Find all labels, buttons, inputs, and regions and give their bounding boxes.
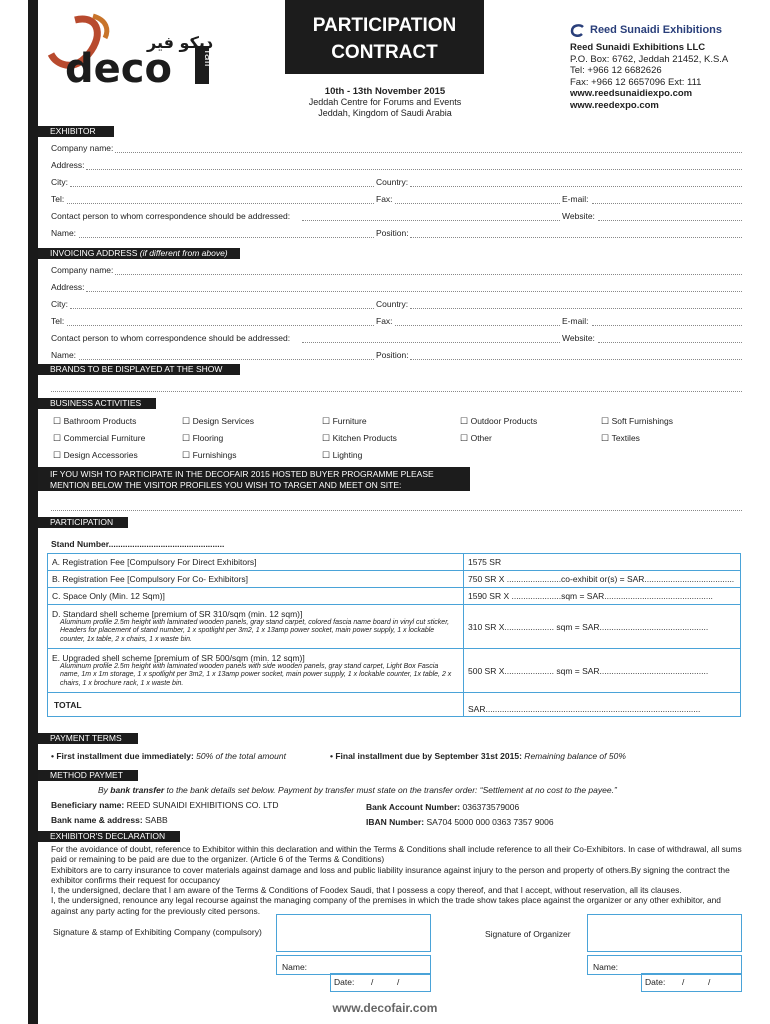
exhibitor-email-field[interactable]: [592, 203, 742, 204]
organizer-date-slashes: / /: [682, 977, 711, 987]
exhibitor-company-label: Company name:: [51, 143, 114, 153]
exhibitor-name-field[interactable]: [79, 237, 374, 238]
row-e-value[interactable]: 500 SR X..................... sqm = SAR..............................................: [464, 649, 741, 693]
decofair-logo: [45, 8, 235, 88]
exhibitor-company-field[interactable]: [115, 152, 742, 153]
row-d-cell: [48, 605, 464, 649]
activities-heading: BUSINESS ACTIVITIES: [38, 398, 156, 409]
final-installment-label: • Final installment due by September 31st 2015:: [330, 751, 522, 761]
invoicing-heading-text: INVOICING ADDRESS: [50, 248, 138, 258]
invoicing-email-label: E-mail:: [562, 316, 589, 326]
invoicing-contact-field[interactable]: [302, 342, 560, 343]
row-e-desc: Aluminum profile 2.5m height with laminated wooden panels with side wooden panels, gray stand carpet, Light Box Fascia name, 1m x 1m storage, 1 x spotlight per 3m2, 1 x 13amp power socket, main power supply, 1 x lockable counter, 1x table, 2 x chairs, 1 x brochure rack, 1 x waste bin.: [60, 662, 452, 687]
organizer-name-box[interactable]: [587, 955, 742, 975]
brands-field[interactable]: [51, 391, 742, 392]
exhibitor-address-label: Address:: [51, 160, 85, 170]
first-installment-label: • First installment due immediately:: [51, 751, 194, 761]
event-info: [300, 86, 470, 119]
hosted-buyer-line2: MENTION BELOW THE VISITOR PROFILES YOU WISH TO TARGET AND MEET ON SITE:: [50, 480, 402, 490]
invoicing-address-label: Address:: [51, 282, 85, 292]
row-d-desc: Aluminum profile 2.5m height with laminated wooden panels, gray stand carpet, colored fascia name board in vinyl cut sticker, Headers for placement of stand number, 1 x spotlight per 3m2, 1 x 13amp power socket, main power supply, 1 x lockable counter, 1x table, 2 x chairs, 1 x waste bin.: [60, 618, 450, 643]
declaration-p2: Exhibitors are to carry insurance to cover materials against damage and loss and public liability insurance against injury to the person and property of others.By signing the contract the exhibitor confirms their request for occupancy: [51, 864, 730, 885]
first-installment-text: 50% of the total amount: [193, 751, 286, 761]
exhibitor-position-field[interactable]: [410, 237, 742, 238]
checkbox-bathroom-products[interactable]: ☐ Bathroom Products: [53, 416, 136, 427]
bank-name-value: SABB: [142, 815, 168, 825]
method-note-post: to the bank details set below. Payment by transfer must state on the transfer order: “Settlement at no cost to the payee.”: [164, 785, 617, 795]
checkbox-furniture[interactable]: ☐ Furniture: [322, 416, 367, 427]
payment-heading: PAYMENT TERMS: [38, 733, 138, 744]
invoicing-country-field[interactable]: [410, 308, 742, 309]
total-label: TOTAL: [48, 693, 464, 717]
row-e-cell: [48, 649, 464, 693]
final-installment-text: Remaining balance of 50%: [521, 751, 626, 761]
organizer-sign-name-label: Name:: [593, 962, 619, 972]
exhibitor-contact-field[interactable]: [302, 220, 560, 221]
checkbox-soft-furnishings[interactable]: ☐ Soft Furnishings: [601, 416, 673, 427]
invoicing-position-field[interactable]: [410, 359, 742, 360]
exhibitor-name-box[interactable]: [276, 955, 431, 975]
iban-label: IBAN Number:: [366, 817, 425, 827]
organizer-brand: [570, 24, 770, 38]
organizer-web2[interactable]: www.reedexpo.com: [570, 99, 659, 111]
invoicing-contact-label: Contact person to whom correspondence should be addressed:: [51, 333, 291, 343]
invoicing-company-field[interactable]: [115, 274, 742, 275]
event-city: Jeddah, Kingdom of Saudi Arabia: [318, 108, 452, 118]
title-line1: PARTICIPATION: [312, 15, 457, 36]
hosted-buyer-heading: [38, 467, 470, 491]
exhibitor-email-label: E-mail:: [562, 194, 589, 204]
organizer-brand-text: Reed Sunaidi Exhibitions: [590, 24, 723, 37]
invoicing-company-label: Company name:: [51, 265, 114, 275]
hosted-buyer-field[interactable]: [51, 510, 742, 511]
invoicing-fax-label: Fax:: [376, 316, 393, 326]
organizer-date-label: Date:: [645, 977, 666, 987]
declaration-heading: EXHIBITOR'S DECLARATION: [38, 831, 180, 842]
exhibitor-date-box[interactable]: [330, 973, 431, 992]
final-installment: [330, 751, 626, 761]
bank-account: [366, 802, 519, 812]
exhibitor-website-field[interactable]: [598, 220, 742, 221]
total-value[interactable]: SAR...........................................................................................: [464, 693, 741, 717]
checkbox-other[interactable]: ☐ Other: [460, 433, 492, 444]
exhibitor-tel-field[interactable]: [67, 203, 374, 204]
declaration-p4: I, the undersigned, renounce any legal recourse against the managing company of the premises in which the trade show takes place against the organizer or any other exhibitor, and against any party acting for the previously cited persons.: [51, 895, 721, 916]
exhibitor-heading: EXHIBITOR: [38, 126, 114, 137]
row-c-label: C. Space Only (Min. 12 Sqm)]: [48, 588, 464, 605]
invoicing-city-label: City:: [51, 299, 68, 309]
organizer-address: P.O. Box: 6762, Jeddah 21452, K.S.A: [570, 53, 729, 65]
event-venue: Jeddah Centre for Forums and Events: [308, 97, 462, 107]
exhibitor-signature-label: Signature & stamp of Exhibiting Company (compulsory): [53, 927, 262, 937]
first-installment: [51, 751, 286, 761]
invoicing-website-field[interactable]: [598, 342, 742, 343]
row-a-label: A. Registration Fee [Compulsory For Direct Exhibitors]: [48, 554, 464, 571]
organizer-signature-label: Signature of Organizer: [485, 929, 571, 939]
invoicing-position-label: Position:: [376, 350, 409, 360]
organizer-web1[interactable]: www.reedsunaidiexpo.com: [570, 88, 693, 99]
checkbox-textiles[interactable]: ☐ Textiles: [601, 433, 640, 444]
organizer-info: [570, 24, 770, 111]
invoicing-heading-note: (if different from above): [139, 248, 228, 258]
declaration-p1: For the avoidance of doubt, reference to Exhibitor within this declaration and within the Terms & Conditions shall include reference to all their Co-Exhibitors. In case of withdrawal, all sums paid or remaining to be paid are due to the organizer. (Article 6 of the Terms & Conditions): [51, 844, 742, 865]
checkbox-furnishings[interactable]: ☐ Furnishings: [182, 450, 237, 461]
row-e-label: E. Upgraded shell scheme [premium of SR 500/sqm (min. 12 sqm)]: [52, 652, 305, 663]
row-b-value[interactable]: 750 SR X .......................co-exhibit or(s) = SAR......................................: [464, 571, 741, 588]
invoicing-city-field[interactable]: [70, 308, 374, 309]
contract-title: [285, 0, 484, 74]
checkbox-design-accessories[interactable]: ☐ Design Accessories: [53, 450, 138, 461]
organizer-tel: Tel: +966 12 6682626: [570, 65, 662, 76]
method-note-bold: bank transfer: [110, 785, 165, 795]
svg-text:ديكو فير: ديكو فير: [147, 33, 214, 52]
invoicing-website-label: Website:: [562, 333, 595, 343]
checkbox-outdoor-products[interactable]: ☐ Outdoor Products: [460, 416, 537, 427]
title-line2: CONTRACT: [331, 42, 438, 63]
bank-account-value: 036373579006: [460, 802, 520, 812]
invoicing-heading: [38, 248, 240, 259]
exhibitor-country-label: Country:: [376, 177, 409, 187]
invoicing-fax-field[interactable]: [395, 325, 560, 326]
bank-account-label: Bank Account Number:: [366, 802, 461, 812]
declaration-text: [51, 844, 746, 916]
exhibitor-contact-label: Contact person to whom correspondence should be addressed:: [51, 211, 291, 221]
exhibitor-website-label: Website:: [562, 211, 595, 221]
row-d-label: D. Standard shell scheme [premium of SR 310/sqm (min. 12 sqm)]: [52, 608, 303, 619]
exhibitor-city-label: City:: [51, 177, 68, 187]
brands-heading: BRANDS TO BE DISPLAYED AT THE SHOW: [38, 364, 240, 375]
invoicing-tel-label: Tel:: [51, 316, 65, 326]
organizer-fax: Fax: +966 12 6657096 Ext: 111: [570, 76, 702, 88]
invoicing-country-label: Country:: [376, 299, 409, 309]
exhibitor-country-field[interactable]: [410, 186, 742, 187]
iban-value: SA704 5000 000 0363 7357 9006: [424, 817, 554, 827]
exhibitor-tel-label: Tel:: [51, 194, 65, 204]
table-row: [48, 693, 741, 717]
table-row: [48, 588, 741, 605]
invoicing-tel-field[interactable]: [67, 325, 374, 326]
exhibitor-name-label: Name:: [51, 228, 77, 238]
checkbox-kitchen-products[interactable]: ☐ Kitchen Products: [322, 433, 397, 444]
invoicing-name-field[interactable]: [79, 359, 374, 360]
row-c-value[interactable]: 1590 SR X .....................sqm = SAR..............................................: [464, 588, 741, 605]
organizer-signature-box[interactable]: [587, 914, 742, 952]
participation-table: [47, 553, 741, 717]
exhibitor-position-label: Position:: [376, 228, 409, 238]
exhibitor-fax-label: Fax:: [376, 194, 393, 204]
method-note: [98, 785, 617, 795]
checkbox-design-services[interactable]: ☐ Design Services: [182, 416, 254, 427]
invoicing-address-field[interactable]: [86, 291, 742, 292]
footer-url[interactable]: www.decofair.com: [332, 1001, 438, 1015]
exhibitor-signature-box[interactable]: [276, 914, 431, 952]
bank-name-label: Bank name & address:: [51, 815, 143, 825]
table-row: [48, 605, 741, 649]
table-row: [48, 649, 741, 693]
exhibitor-address-field[interactable]: [86, 169, 742, 170]
beneficiary-label: Beneficiary name:: [51, 800, 125, 810]
hosted-buyer-line1: IF YOU WISH TO PARTICIPATE IN THE DECOFAIR 2015 HOSTED BUYER PROGRAMME PLEASE: [50, 469, 434, 479]
invoicing-email-field[interactable]: [592, 325, 742, 326]
row-b-label: B. Registration Fee [Compulsory For Co- Exhibitors]: [48, 571, 464, 588]
row-a-value[interactable]: 1575 SR: [464, 554, 741, 571]
event-dates: 10th - 13th November 2015: [324, 86, 446, 97]
method-heading: METHOD PAYMET: [38, 770, 138, 781]
organizer-date-box[interactable]: [641, 973, 742, 992]
beneficiary: [51, 800, 279, 810]
svg-text:deco: deco: [65, 46, 172, 88]
organizer-name: Reed Sunaidi Exhibitions LLC: [570, 42, 706, 53]
invoicing-name-label: Name:: [51, 350, 77, 360]
row-d-value[interactable]: 310 SR X..................... sqm = SAR..............................................: [464, 605, 741, 649]
exhibitor-date-slashes: / /: [371, 977, 400, 987]
stand-number-label[interactable]: Stand Number.................................................: [51, 539, 225, 549]
checkbox-lighting[interactable]: ☐ Lighting: [322, 450, 362, 461]
beneficiary-value: REED SUNAIDI EXHIBITIONS CO. LTD: [124, 800, 279, 810]
checkbox-flooring[interactable]: ☐ Flooring: [182, 433, 223, 444]
exhibitor-sign-name-label: Name:: [282, 962, 308, 972]
iban: [366, 817, 554, 827]
exhibitor-date-label: Date:: [334, 977, 355, 987]
participation-heading: PARTICIPATION: [38, 517, 128, 528]
table-row: [48, 571, 741, 588]
declaration-p3: I, the undersigned, declare that I am aware of the Terms & Conditions of Foodex Saudi, that I possess a copy thereof, and that I accept, without reservation, all its clauses.: [51, 885, 682, 896]
table-row: [48, 554, 741, 571]
checkbox-commercial-furniture[interactable]: ☐ Commercial Furniture: [53, 433, 145, 444]
left-border-bar: [28, 0, 38, 1024]
exhibitor-city-field[interactable]: [70, 186, 374, 187]
bank-name: [51, 815, 168, 825]
method-note-pre: By: [98, 785, 111, 795]
exhibitor-fax-field[interactable]: [395, 203, 560, 204]
reed-logo-icon: [570, 24, 586, 38]
svg-text:fair: fair: [202, 50, 215, 69]
